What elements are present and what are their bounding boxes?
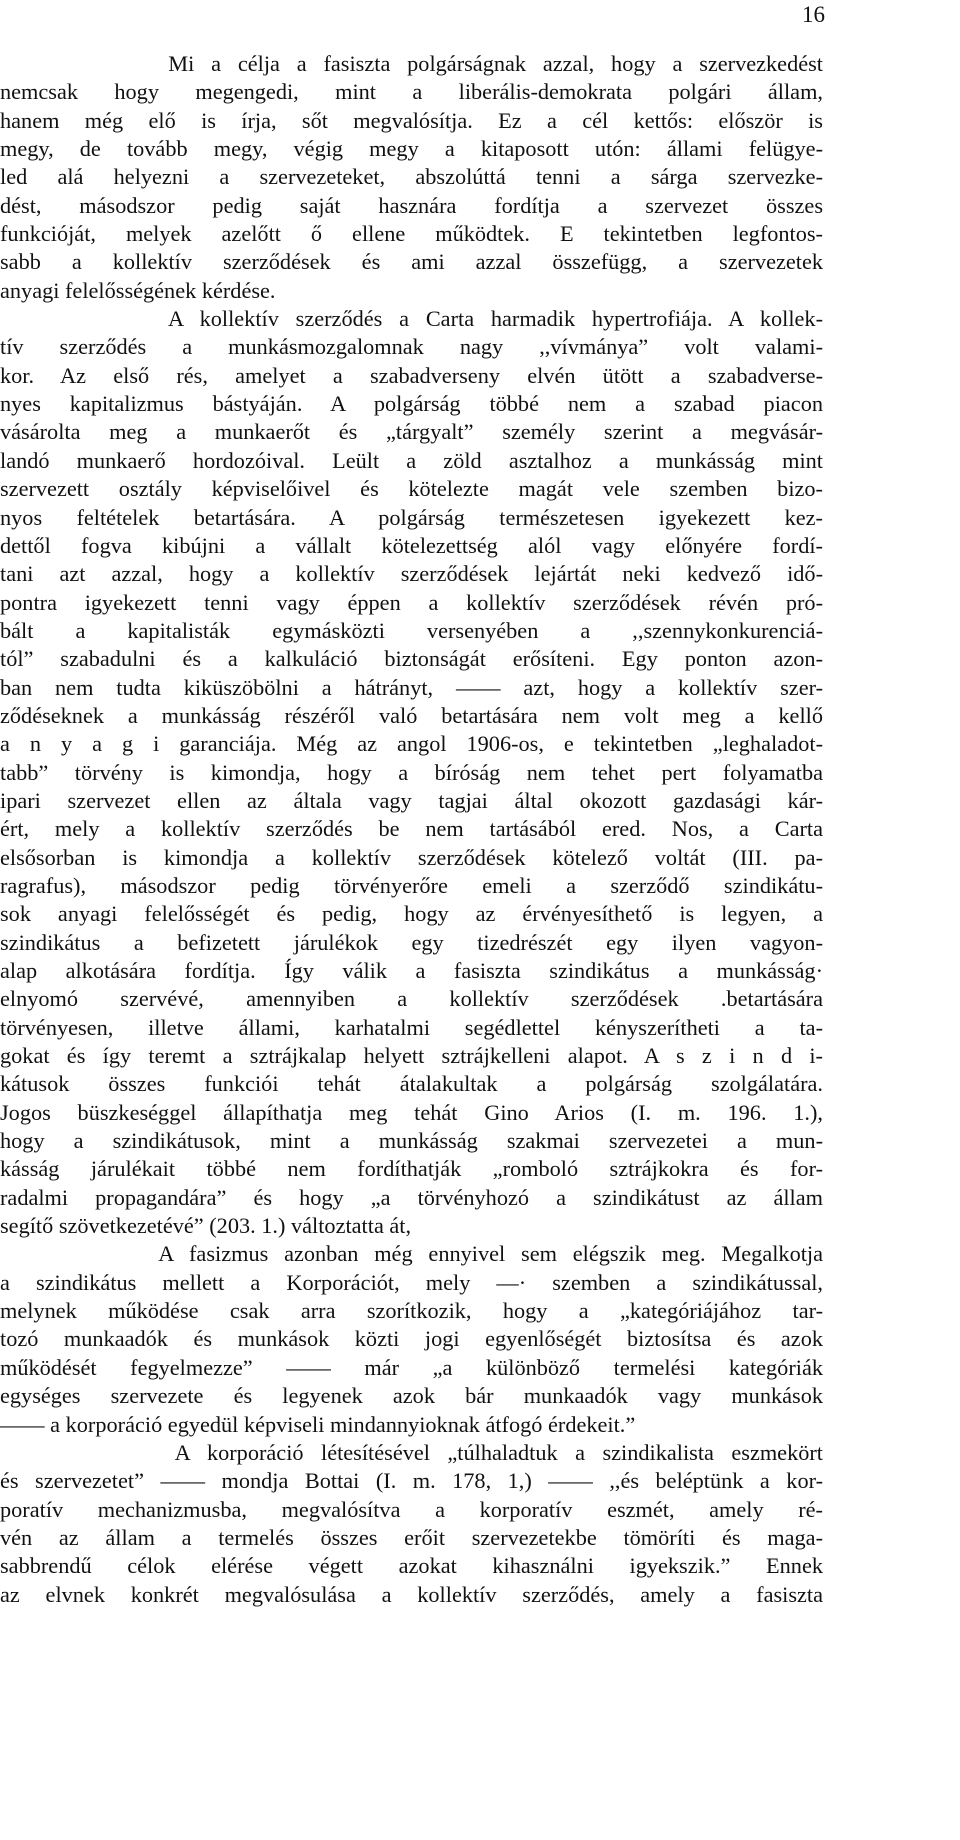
text-line: funkcióját, melyek azelőtt ő ellene működtek. E tekintetben legfontos- (0, 221, 823, 247)
text-line: A fasizmus azonban még ennyivel sem elégszik meg. Megalkotja (0, 1241, 823, 1267)
text-line: nyos feltételek betartására. A polgárság természetesen igyekezett kez- (0, 504, 823, 530)
text-line: elnyomó szervévé, amennyiben a kollektív szerződések .betartására (0, 986, 823, 1012)
text-line: gokat és így teremt a sztrájkalap helyett sztrájkelleni alapot. A s z i n d i- (0, 1043, 823, 1069)
text-line: tani azt azzal, hogy a kollektív szerződések lejártát neki kedvező idő- (0, 561, 823, 587)
text-line: alap alkotására fordítja. Így válik a fasiszta szindikátus a munkásság· (0, 958, 823, 983)
text-line: segítő szövetkezetévé” (203. 1.) változtatta át, (0, 1213, 412, 1239)
text-line: a szindikátus mellett a Korporációt, mely —· szemben a szindikátussal, (0, 1269, 823, 1295)
text-line: ragrafus), másodszor pedig törvényerőre emeli a szerződő szindikátu- (0, 872, 823, 898)
text-line: radalmi propagandára” és hogy „a törvényhozó a szindikátust az állam (0, 1184, 823, 1210)
text-line: sabbrendű célok elérése végett azokat kihasználni igyekszik.” Ennek (0, 1553, 823, 1579)
text-line: pontra igyekezett tenni vagy éppen a kollektív szerződések révén pró- (0, 589, 823, 615)
text-line: landó munkaerő hordozóival. Leült a zöld asztalhoz a munkásság mint (0, 447, 823, 473)
text-line: az elvnek konkrét megvalósulása a kollektív szerződés, amely a fasiszta (0, 1581, 823, 1607)
text-line: egységes szervezete és legyenek azok bár munkaadók vagy munkások (0, 1383, 823, 1409)
text-line: ban nem tudta kiküszöbölni a hátrányt, —— azt, hogy a kollektív szer- (0, 674, 823, 700)
text-line: poratív mechanizmusba, megvalósítva a korporatív eszmét, amely ré- (0, 1496, 823, 1522)
text-line: A kollektív szerződés a Carta harmadik hypertrofiája. A kollek- (0, 306, 823, 332)
page-number: 16 (802, 2, 825, 27)
text-line: Mi a célja a fasiszta polgárságnak azzal, hogy a szervezkedést (0, 51, 823, 76)
text-line: tív szerződés a munkásmozgalomnak nagy ,,vívmánya” volt valami- (0, 334, 823, 360)
text-line: szervezett osztály képviselőivel és kötelezte magát vele szemben bizo- (0, 476, 823, 502)
text-line: működését fegyelmezze” —— már „a különböző termelési kategóriák (0, 1354, 823, 1380)
text-line: ipari szervezet ellen az általa vagy tagjai által okozott gazdasági kár- (0, 787, 823, 813)
text-line: sok anyagi felelősségét és pedig, hogy az érvényesíthető is legyen, a (0, 901, 823, 927)
text-line: törvényesen, illetve állami, karhatalmi segédlettel kényszerítheti a ta- (0, 1014, 823, 1040)
text-line: sabb a kollektív szerződések és ami azzal összefügg, a szervezetek (0, 249, 823, 275)
text-line: ződéseknek a munkásság részéről való betartására nem volt meg a kellő (0, 702, 823, 728)
text-line: a n y a g i garanciája. Még az angol 1906-os, e tekintetben „leghaladot- (0, 731, 823, 757)
text-line: tól” szabadulni és a kalkuláció biztonságát erősíteni. Egy ponton azon- (0, 646, 823, 672)
text-line: kásság járulékait többé nem fordíthatják „romboló sztrájkokra és for- (0, 1156, 823, 1182)
text-line: ért, mely a kollektív szerződés be nem tartásából ered. Nos, a Carta (0, 816, 823, 842)
text-line: szindikátus a befizetett járulékok egy tizedrészét egy ilyen vagyon- (0, 929, 823, 955)
text-line: melynek működése csak arra szorítkozik, hogy a „kategóriájához tar- (0, 1298, 823, 1324)
text-line: led alá helyezni a szervezeteket, abszolúttá tenni a sárga szervezke- (0, 164, 823, 190)
text-line: tabb” törvény is kimondja, hogy a bíróság nem tehet pert folyamatba (0, 759, 823, 785)
text-line: nyes kapitalizmus bástyáján. A polgárság többé nem a szabad piacon (0, 391, 823, 417)
text-line: dettől fogva kibújni a vállalt kötelezettség alól vagy előnyére fordí- (0, 532, 823, 558)
text-line: anyagi felelősségének kérdése. (0, 277, 276, 303)
text-line: vásárolta meg a munkaerőt és „tárgyalt” személy szerint a megvásár- (0, 419, 823, 445)
text-line: elsősorban is kimondja a kollektív szerződések kötelező voltát (III. pa- (0, 844, 823, 870)
text-line: nemcsak hogy megengedi, mint a liberális-demokrata polgári állam, (0, 79, 823, 105)
text-line: megy, de tovább megy, végig megy a kitaposott utón: állami felügye- (0, 136, 823, 162)
text-line: dést, másodszor pedig saját hasznára fordítja a szervezet összes (0, 192, 823, 218)
text-line: kor. Az első rés, amelyet a szabadverseny elvén ütött a szabadverse- (0, 362, 823, 388)
text-line: hanem még elő is írja, sőt megvalósítja. Ez a cél kettős: először is (0, 107, 823, 133)
text-line: tozó munkaadók és munkások közti jogi egyenlőségét biztosítsa és azok (0, 1326, 823, 1352)
text-line: vén az állam a termelés összes erőit szervezetekbe tömöríti és maga- (0, 1524, 823, 1550)
text-line: bált a kapitalisták egymásközti versenyében a ,,szennykonkurenciá- (0, 617, 823, 643)
text-line: és szervezetet” —— mondja Bottai (I. m. 178, 1,) —— ,,és beléptünk a kor- (0, 1468, 823, 1494)
text-line: hogy a szindikátusok, mint a munkásság szakmai szervezetei a mun- (0, 1128, 823, 1154)
text-line: —— a korporáció egyedül képviseli mindannyioknak átfogó érdekeit.” (0, 1411, 636, 1437)
text-line: Jogos büszkeséggel állapíthatja meg tehát Gino Arios (I. m. 196. 1.), (0, 1099, 823, 1125)
body-text (0, 50, 823, 1609)
text-line: kátusok összes funkciói tehát átalakultak a polgárság szolgálatára. (0, 1071, 823, 1097)
text-line: A korporáció létesítésével „túlhaladtuk a szindikalista eszmekört (0, 1439, 823, 1465)
